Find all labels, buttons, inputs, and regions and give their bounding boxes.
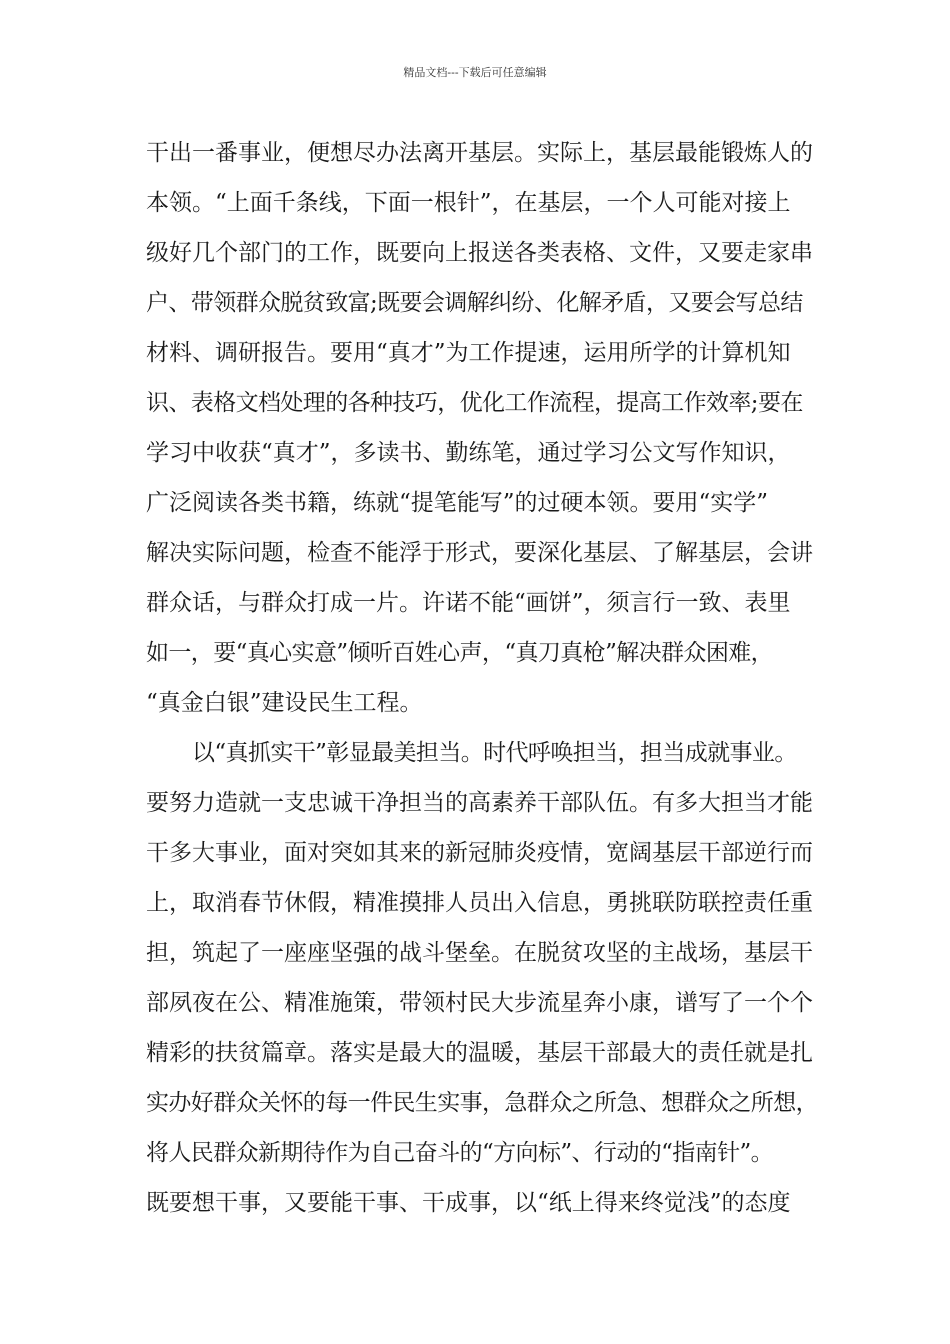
text-line: 学习中收获“真才”，多读书、勤练笔，通过学习公文写作知识， [146, 440, 791, 466]
document-body [146, 128, 819, 1228]
text-line: 干多大事业，面对突如其来的新冠肺炎疫情，宽阔基层干部逆行而 [146, 840, 813, 866]
page-header: 精品文档---下载后可任意编辑 [403, 66, 547, 79]
text-line: 干出一番事业，便想尽办法离开基层。实际上，基层最能锻炼人的 [146, 140, 813, 166]
text-line: 户、带领群众脱贫致富;既要会调解纠纷、化解矛盾，又要会写总结 [146, 290, 803, 316]
text-line: 精彩的扶贫篇章。落实是最大的温暖，基层干部最大的责任就是扎 [146, 1040, 813, 1066]
text-line: 级好几个部门的工作，既要向上报送各类表格、文件，又要走家串 [146, 240, 813, 266]
text-line: 如一，要“真心实意”倾听百姓心声，“真刀真枪”解决群众困难， [146, 640, 774, 666]
paragraph-1 [146, 128, 813, 728]
text-line: 识、表格文档处理的各种技巧，优化工作流程，提高工作效率;要在 [146, 390, 803, 416]
text-line: 解决实际问题，检查不能浮于形式，要深化基层、了解基层，会讲 [146, 540, 813, 566]
text-line: 将人民群众新期待作为自己奋斗的“方向标”、行动的“指南针”。 [146, 1140, 774, 1166]
text-line: “真金白银”建设民生工程。 [146, 690, 423, 716]
text-line: 本领。“上面千条线，下面一根针”，在基层，一个人可能对接上 [146, 190, 791, 216]
text-line: 要努力造就一支忠诚干净担当的高素养干部队伍。有多大担当才能 [146, 790, 813, 816]
text-line: 既要想干事，又要能干事、干成事，以“纸上得来终觉浅”的态度 [146, 1190, 791, 1216]
text-line: 实办好群众关怀的每一件民生实事，急群众之所急、想群众之所想， [146, 1090, 819, 1116]
text-line: 部夙夜在公、精准施策，带领村民大步流星奔小康，谱写了一个个 [146, 990, 813, 1016]
paragraph-2 [146, 728, 819, 1228]
text-line: 群众话，与群众打成一片。许诺不能“画饼”，须言行一致、表里 [146, 590, 791, 616]
text-line: 担，筑起了一座座坚强的战斗堡垒。在脱贫攻坚的主战场，基层干 [146, 940, 813, 966]
text-line: 上，取消春节休假，精准摸排人员出入信息，勇挑联防联控责任重 [146, 890, 813, 916]
text-line: 广泛阅读各类书籍，练就“提笔能写”的过硬本领。要用“实学” [146, 490, 769, 516]
text-line: 材料、调研报告。要用“真才”为工作提速，运用所学的计算机知 [146, 340, 791, 366]
text-line: 以“真抓实干”彰显最美担当。时代呼唤担当，担当成就事业。 [192, 740, 797, 766]
